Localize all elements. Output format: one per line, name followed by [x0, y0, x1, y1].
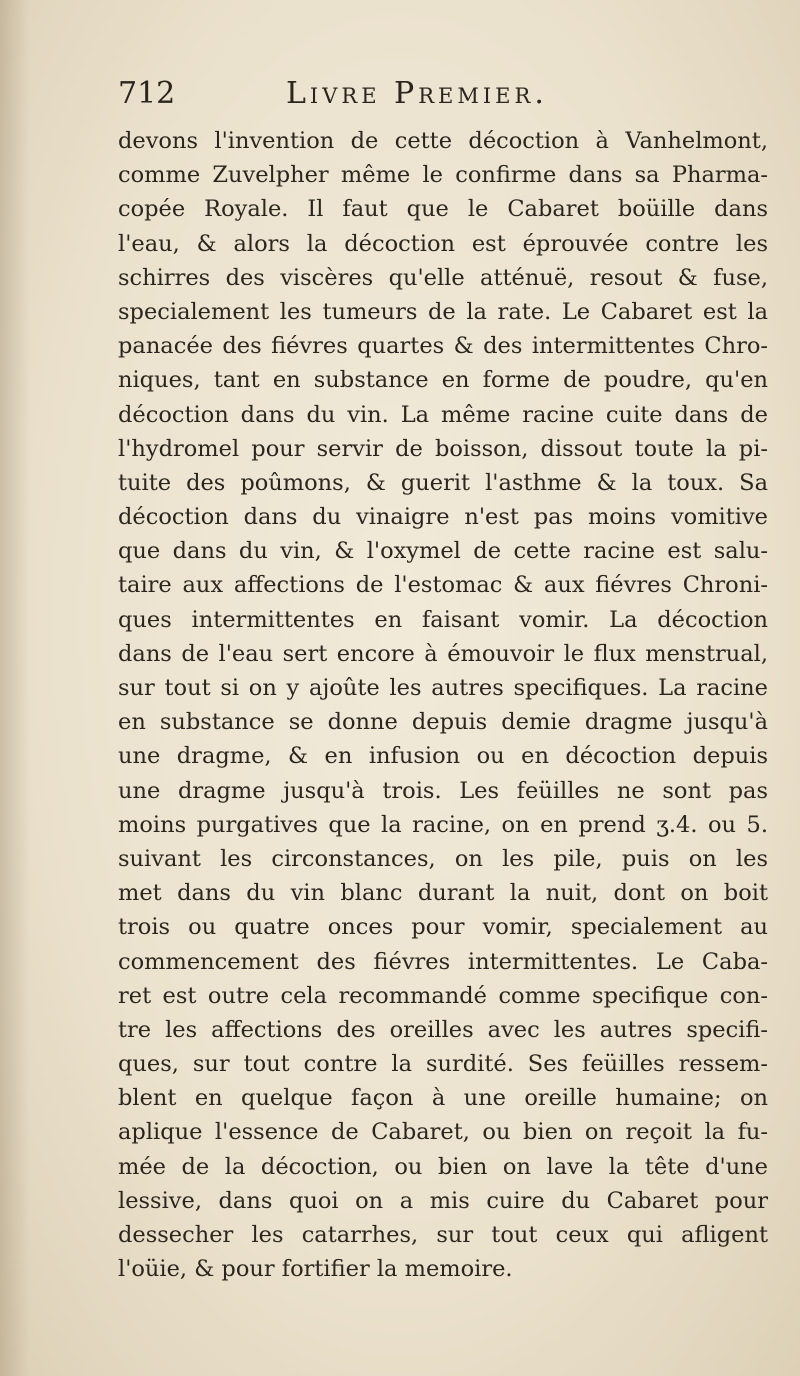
text-line: aplique l'essence de Cabaret, ou bien on reçoit la fu-: [118, 1119, 768, 1146]
body-text: [118, 124, 768, 1286]
text-line-last: l'oüie, & pour fortifier la memoire.: [118, 1256, 513, 1283]
text-line: taire aux affections de l'estomac & aux fiévres Chroni-: [118, 572, 768, 599]
text-line: que dans du vin, & l'oxymel de cette racine est salu-: [118, 538, 768, 565]
text-line: mée de la décoction, ou bien on lave la tête d'une: [118, 1153, 768, 1180]
running-title: Livre Premier.: [286, 76, 548, 111]
text-line: copée Royale. Il faut que le Cabaret boüille dans: [118, 196, 768, 223]
text-line: specialement les tumeurs de la rate. Le Cabaret est la: [118, 298, 768, 325]
text-line: devons l'invention de cette décoction à Vanhelmont,: [118, 128, 768, 154]
text-line: dans de l'eau sert encore à émouvoir le flux menstrual,: [118, 640, 768, 667]
text-line: met dans du vin blanc durant la nuit, dont on boit: [118, 880, 768, 907]
text-line: dessecher les catarrhes, sur tout ceux qui afligent: [118, 1222, 768, 1248]
text-line: trois ou quatre onces pour vomir, specialement au: [118, 914, 768, 941]
text-line: blent en quelque façon à une oreille humaine; on: [118, 1085, 768, 1112]
text-line: lessive, dans quoi on a mis cuire du Cabaret pour: [118, 1187, 768, 1214]
text-line: une dragme jusqu'à trois. Les feüilles ne sont pas: [118, 777, 768, 804]
page-header: [118, 76, 638, 122]
text-line: schirres des viscères qu'elle atténuë, resout & fuse,: [118, 264, 768, 291]
text-line: ret est outre cela recommandé comme specifique con-: [118, 982, 768, 1009]
text-line: suivant les circonstances, on les pile, puis on les: [118, 845, 768, 872]
text-line: panacée des fiévres quartes & des intermittentes Chro-: [118, 333, 768, 360]
text-line: ques, sur tout contre la surdité. Ses feüilles ressem-: [118, 1051, 768, 1078]
page-edge-shadow: [0, 0, 30, 1376]
text-line: l'hydromel pour servir de boisson, dissout toute la pi-: [118, 435, 768, 462]
text-line: sur tout si on y ajoûte les autres specifiques. La racine: [118, 675, 768, 701]
text-line: l'eau, & alors la décoction est éprouvée contre les: [118, 230, 768, 257]
text-line: décoction dans du vin. La même racine cuite dans de: [118, 401, 768, 428]
page-number: 712: [118, 76, 176, 111]
text-line: ques intermittentes en faisant vomir. La décoction: [118, 606, 768, 633]
text-line: niques, tant en substance en forme de poudre, qu'en: [118, 367, 768, 394]
text-line: en substance se donne depuis demie dragme jusqu'à: [118, 709, 768, 736]
text-line: une dragme, & en infusion ou en décoction depuis: [118, 743, 768, 770]
text-line: moins purgatives que la racine, on en prend ʒ.4. ou 5.: [118, 811, 768, 838]
text-line: tuite des poûmons, & guerit l'asthme & la toux. Sa: [118, 469, 768, 496]
text-line: décoction dans du vinaigre n'est pas moins vomitive: [118, 504, 768, 531]
text-line: commencement des fiévres intermittentes. Le Caba-: [118, 948, 768, 975]
text-line: comme Zuvelpher même le confirme dans sa Pharma-: [118, 162, 768, 189]
text-line: tre les affections des oreilles avec les autres specifi-: [118, 1016, 768, 1043]
